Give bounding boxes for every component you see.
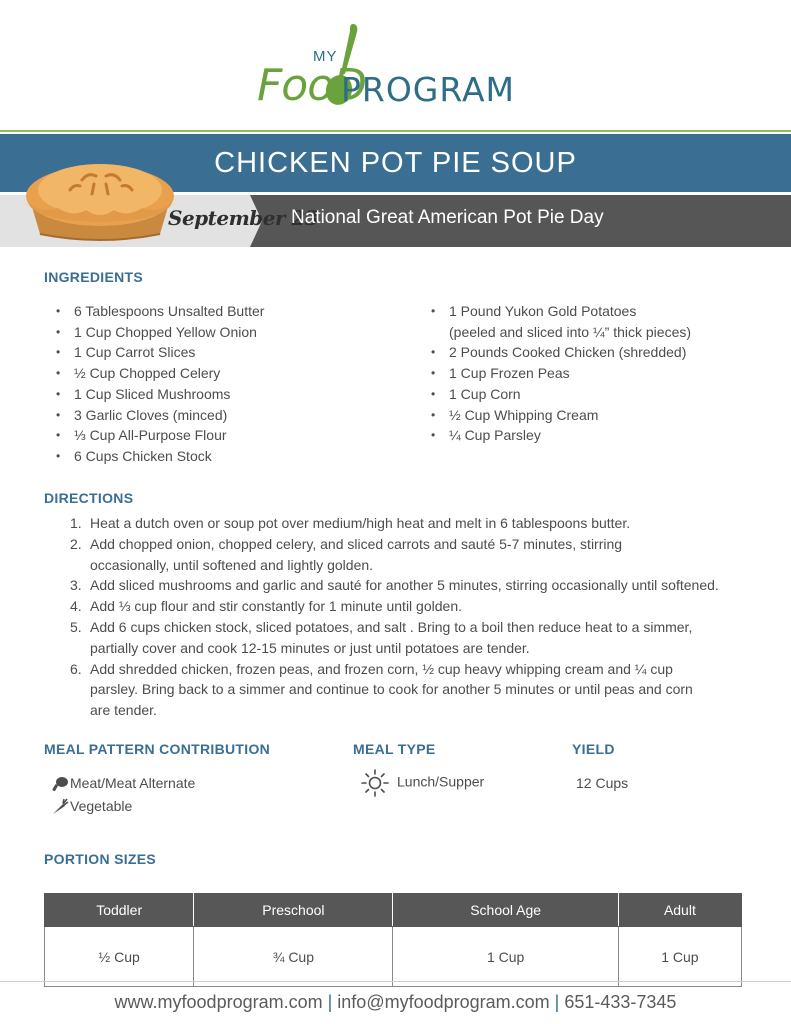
table-row — [45, 927, 742, 987]
date-text: National Great American Pot Pie Day — [291, 207, 604, 228]
ingredient-item: • 1 Cup Frozen Peas — [421, 363, 691, 384]
ingredient-item: • ½ Cup Chopped Celery — [46, 363, 264, 384]
step-text: partially cover and cook 12-15 minutes or just until potatoes are tender. — [90, 639, 530, 656]
ingredient-item: • ⅓ Cup All-Purpose Flour — [46, 425, 264, 446]
ingredient-item: • 1 Cup Chopped Yellow Onion — [46, 322, 264, 343]
table-header-row — [45, 894, 742, 927]
sun-icon — [361, 769, 389, 797]
step-number: 1. — [70, 515, 82, 531]
meal-pattern-item — [50, 775, 195, 793]
portion-header: Adult — [618, 894, 741, 927]
footer — [0, 992, 791, 1013]
carrot-icon — [50, 798, 70, 816]
portion-value: 1 Cup — [393, 927, 618, 987]
direction-step — [44, 659, 754, 721]
portion-header: Toddler — [45, 894, 194, 927]
directions-heading: DIRECTIONS — [44, 490, 134, 506]
meal-type-heading: MEAL TYPE — [353, 741, 436, 757]
ingredient-item: • ¼ Cup Parsley — [421, 425, 691, 446]
direction-step — [44, 534, 754, 576]
yield-value: 12 Cups — [576, 775, 629, 791]
footer-separator: | — [327, 992, 333, 1012]
ingredient-item: • 2 Pounds Cooked Chicken (shredded) — [421, 342, 691, 363]
website-link[interactable]: www.myfoodprogram.com — [114, 992, 323, 1012]
step-text: Add 6 cups chicken stock, sliced potatoes, and salt . Bring to a boil then reduce heat to a simmer, — [90, 618, 693, 635]
meal-pattern-item — [50, 798, 132, 816]
header-rule — [0, 130, 791, 132]
step-text: Heat a dutch oven or soup pot over medium/high heat and melt in 6 tablespoons butter. — [90, 515, 631, 531]
page-title: CHICKEN POT PIE SOUP — [214, 147, 577, 179]
ingredient-note: (peeled and sliced into ¼” thick pieces) — [449, 323, 692, 340]
phone-number[interactable]: 651-433-7345 — [564, 992, 677, 1012]
step-number: 3. — [70, 577, 82, 594]
logo-food: FooD — [257, 60, 367, 111]
portion-table — [44, 893, 742, 987]
ingredient-item — [421, 301, 691, 342]
footer-separator: | — [554, 992, 560, 1012]
ingredient-item: • ½ Cup Whipping Cream — [421, 405, 691, 426]
step-text: parsley. Bring back to a simmer and continue to cook for another 5 minutes or until peas and corn — [90, 681, 693, 698]
ingredient-item: • 3 Garlic Cloves (minced) — [46, 405, 264, 426]
step-text: Add chopped onion, chopped celery, and sliced carrots and sauté 5-7 minutes, stirring — [90, 535, 623, 552]
directions-list — [44, 513, 754, 721]
yield-heading: YIELD — [572, 741, 615, 757]
portion-header: School Age — [393, 894, 618, 927]
ingredients-list-left — [46, 301, 264, 467]
ingredient-item: • 1 Cup Corn — [421, 384, 691, 405]
direction-step — [44, 617, 754, 659]
portion-value: ¾ Cup — [194, 927, 393, 987]
meal-type-value: Lunch/Supper — [397, 773, 485, 790]
ingredient-item: • 1 Cup Carrot Slices — [46, 342, 264, 363]
step-text: occasionally, until softened and lightly golden. — [90, 556, 374, 573]
step-number: 6. — [70, 660, 82, 677]
step-text: are tender. — [90, 702, 157, 719]
ingredient-text: 1 Pound Yukon Gold Potatoes — [449, 303, 637, 319]
portion-value: 1 Cup — [618, 927, 741, 987]
step-text: Add shredded chicken, frozen peas, and frozen corn, ½ cup heavy whipping cream and ¼ cup — [90, 660, 673, 677]
step-number: 5. — [70, 618, 82, 635]
drumstick-icon — [50, 775, 70, 793]
ingredients-list-right — [421, 301, 691, 446]
step-number: 2. — [70, 535, 82, 552]
meal-type-item — [361, 769, 484, 797]
meal-pattern-heading: MEAL PATTERN CONTRIBUTION — [44, 741, 271, 757]
email-link[interactable]: info@myfoodprogram.com — [337, 992, 550, 1012]
portion-sizes-heading: PORTION SIZES — [44, 851, 157, 867]
footer-rule — [0, 981, 791, 982]
direction-step — [44, 596, 754, 617]
ingredient-item: • 6 Tablespoons Unsalted Butter — [46, 301, 264, 322]
direction-step — [44, 513, 754, 534]
ingredient-item: • 1 Cup Sliced Mushrooms — [46, 384, 264, 405]
step-text: Add ⅓ cup flour and stir constantly for 1 minute until golden. — [90, 598, 462, 615]
direction-step — [44, 575, 754, 596]
logo-my: MY — [313, 48, 338, 65]
pot-pie-icon — [22, 150, 178, 242]
portion-header: Preschool — [194, 894, 393, 927]
meal-pattern-label: Vegetable — [70, 798, 133, 814]
logo-program: PROGRAM — [341, 70, 516, 109]
step-number: 4. — [70, 598, 82, 615]
ingredients-heading: INGREDIENTS — [44, 269, 143, 285]
logo — [255, 22, 545, 110]
ingredient-item: • 6 Cups Chicken Stock — [46, 446, 264, 467]
date-label: September 23 — [168, 206, 319, 230]
meal-pattern-label: Meat/Meat Alternate — [70, 775, 196, 791]
portion-value: ½ Cup — [45, 927, 194, 987]
step-text: Add sliced mushrooms and garlic and sauté for another 5 minutes, stirring occasionally until softened. — [90, 577, 719, 594]
